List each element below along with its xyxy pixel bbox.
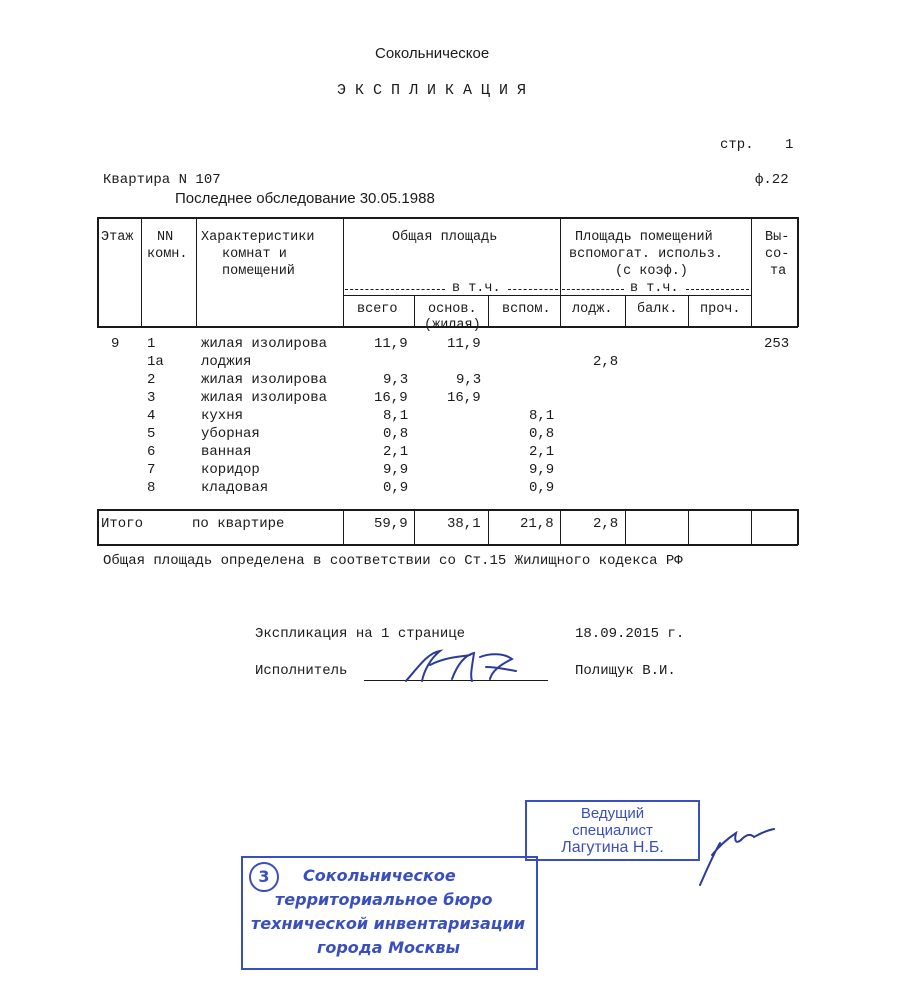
cell-total: 9,9 xyxy=(383,462,409,478)
dash-incl-left xyxy=(345,289,445,290)
cell-nn: 1 xyxy=(147,336,156,352)
bti-stamp xyxy=(241,856,538,970)
header-characteristics-3: помещений xyxy=(222,264,295,279)
total-all: 59,9 xyxy=(374,516,408,532)
table-row xyxy=(0,462,920,480)
table-row xyxy=(0,480,920,498)
table-row xyxy=(0,372,920,390)
header-floor: Этаж xyxy=(101,230,134,245)
legal-note: Общая площадь определена в соответствии со Ст.15 Жилищного кодекса РФ xyxy=(103,553,683,569)
stamp-lead-line3: Лагутина Н.Б. xyxy=(561,839,664,856)
cell-nn: 8 xyxy=(147,480,156,496)
bti-stamp-number-circle xyxy=(249,862,279,892)
total-aux: 21,8 xyxy=(520,516,554,532)
cell-main: 16,9 xyxy=(447,390,481,406)
cell-name: ванная xyxy=(201,444,252,460)
table-bottom-border xyxy=(97,544,798,546)
table-row xyxy=(0,444,920,462)
cell-nn: 2 xyxy=(147,372,156,388)
cell-height: 253 xyxy=(764,336,790,352)
document-title: Э К С П Л И К А Ц И Я xyxy=(337,82,527,99)
divider-auxarea-height xyxy=(751,217,752,327)
bti-stamp-line1: Сокольническое xyxy=(303,866,456,885)
cell-nn: 7 xyxy=(147,462,156,478)
cell-nn: 5 xyxy=(147,426,156,442)
header-aux-area-3: (с коэф.) xyxy=(615,264,688,279)
stamp-lead-line2: специалист xyxy=(572,822,653,839)
executor-signature xyxy=(400,645,520,687)
table-row xyxy=(0,426,920,444)
header-aux-area-2: вспомогат. использ. xyxy=(569,247,723,262)
page-number: 1 xyxy=(785,137,794,153)
lead-specialist-stamp xyxy=(525,800,700,861)
total-sublabel: по квартире xyxy=(192,516,285,532)
header-nn-rooms: комн. xyxy=(147,247,188,262)
cell-name: лоджия xyxy=(201,354,252,370)
cell-total: 9,3 xyxy=(383,372,409,388)
cell-total: 2,1 xyxy=(383,444,409,460)
pages-count: Экспликация на 1 странице xyxy=(255,626,466,642)
executor-name: Полищук В.И. xyxy=(575,663,676,679)
divider-balcony-other xyxy=(688,295,689,327)
bti-stamp-number: 3 xyxy=(258,867,270,886)
cell-name: кухня xyxy=(201,408,244,424)
form-code: ф.22 xyxy=(755,172,789,188)
page-label: стр. xyxy=(720,137,754,153)
issue-date: 18.09.2015 г. xyxy=(575,626,685,642)
table-top-border xyxy=(97,217,798,219)
header-main: основ. xyxy=(428,302,477,317)
cell-name: жилая изолирова xyxy=(201,336,328,352)
cell-name: уборная xyxy=(201,426,260,442)
last-survey: Последнее обследование 30.05.1988 xyxy=(175,190,435,207)
cell-aux: 2,1 xyxy=(529,444,555,460)
total-main: 38,1 xyxy=(447,516,481,532)
header-nn: NN xyxy=(157,230,174,245)
stamp-lead-line1: Ведущий xyxy=(580,805,645,822)
dash-incl2-left xyxy=(562,289,624,290)
divider-area-auxarea xyxy=(560,217,561,327)
table-row xyxy=(0,336,920,354)
bti-stamp-line2: территориальное бюро xyxy=(275,890,493,909)
table-row xyxy=(0,408,920,426)
header-incl: в т.ч. xyxy=(452,281,501,296)
table-left-border xyxy=(97,217,99,327)
table-total-row xyxy=(0,516,920,534)
dash-incl-right xyxy=(508,289,558,290)
cell-aux: 0,9 xyxy=(529,480,555,496)
divider-nn-char xyxy=(196,217,197,327)
table-subheader-line xyxy=(343,295,751,296)
cell-floor: 9 xyxy=(111,336,120,352)
cell-nn: 6 xyxy=(147,444,156,460)
table-row xyxy=(0,354,920,372)
divider-loggia-balcony xyxy=(625,295,626,327)
district-name: Сокольническое xyxy=(375,45,490,62)
dash-incl2-right xyxy=(686,289,749,290)
cell-aux: 8,1 xyxy=(529,408,555,424)
header-incl-2: в т.ч. xyxy=(630,281,679,296)
table-right-border xyxy=(797,217,799,327)
cell-loggia: 2,8 xyxy=(593,354,619,370)
divider-main-aux xyxy=(488,295,489,327)
header-other: проч. xyxy=(700,302,741,317)
total-loggia: 2,8 xyxy=(593,516,619,532)
table-row xyxy=(0,390,920,408)
bti-stamp-line4: города Москвы xyxy=(317,938,460,957)
cell-total: 16,9 xyxy=(374,390,408,406)
header-all: всего xyxy=(357,302,398,317)
header-height-1: Вы- xyxy=(765,230,790,245)
header-balcony: балк. xyxy=(637,302,678,317)
divider-all-main xyxy=(414,295,415,327)
cell-nn: 1а xyxy=(147,354,164,370)
table-total-top xyxy=(97,509,798,511)
header-total-area: Общая площадь xyxy=(392,230,498,245)
cell-aux: 9,9 xyxy=(529,462,555,478)
cell-main: 9,3 xyxy=(456,372,482,388)
cell-total: 0,8 xyxy=(383,426,409,442)
header-aux: вспом. xyxy=(502,302,551,317)
cell-main: 11,9 xyxy=(447,336,481,352)
bti-stamp-line3: технической инвентаризации xyxy=(251,914,526,933)
divider-floor-nn xyxy=(141,217,142,327)
executor-label: Исполнитель xyxy=(255,663,348,679)
cell-name: жилая изолирова xyxy=(201,390,328,406)
apartment-number: Квартира N 107 xyxy=(103,172,221,188)
header-characteristics-1: Характеристики xyxy=(201,230,315,245)
header-main-living: (жилая) xyxy=(424,318,481,333)
cell-aux: 0,8 xyxy=(529,426,555,442)
cell-name: жилая изолирова xyxy=(201,372,328,388)
header-loggia: лодж. xyxy=(572,302,613,317)
header-height-2: со- xyxy=(765,247,790,262)
total-label: Итого xyxy=(101,516,144,532)
cell-total: 11,9 xyxy=(374,336,408,352)
cell-nn: 4 xyxy=(147,408,156,424)
header-aux-area-1: Площадь помещений xyxy=(575,230,713,245)
cell-name: коридор xyxy=(201,462,260,478)
cell-total: 8,1 xyxy=(383,408,409,424)
cell-total: 0,9 xyxy=(383,480,409,496)
lead-specialist-signature xyxy=(690,815,780,890)
cell-nn: 3 xyxy=(147,390,156,406)
header-height-3: та xyxy=(770,264,787,279)
header-characteristics-2: комнат и xyxy=(222,247,287,262)
cell-name: кладовая xyxy=(201,480,269,496)
divider-char-area xyxy=(343,217,344,327)
